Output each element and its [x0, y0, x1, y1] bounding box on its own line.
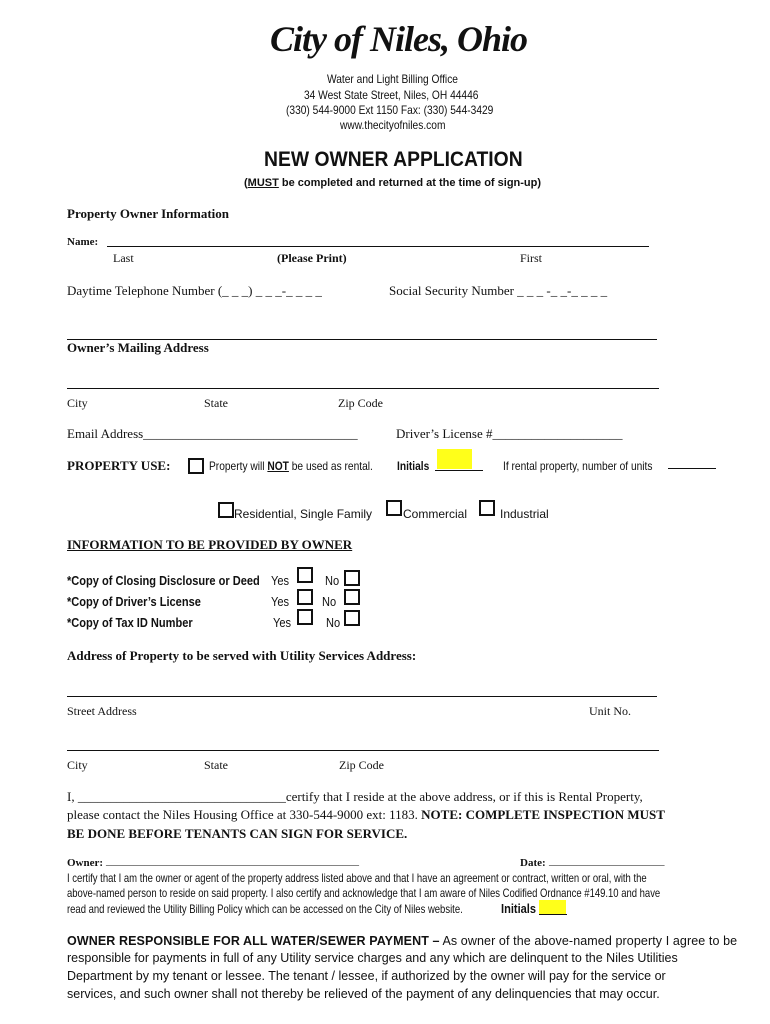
- service-unit-label: Unit No.: [589, 704, 631, 718]
- owner-signature-field[interactable]: ______________________________________________: [106, 855, 359, 867]
- residential-checkbox[interactable]: [218, 502, 234, 518]
- service-state-label: State: [204, 758, 228, 772]
- industrial-label: Industrial: [500, 507, 549, 521]
- doc-license-no-label: No: [322, 594, 337, 609]
- office-website[interactable]: www.thecityofniles.com: [340, 118, 446, 132]
- office-street: 34 West State Street, Niles, OH 44446: [304, 88, 479, 102]
- property-use-label: PROPERTY USE:: [67, 458, 171, 473]
- owner-info-heading: Property Owner Information: [67, 206, 229, 221]
- rental-initials-field[interactable]: [435, 470, 483, 471]
- name-label: Name:: [67, 236, 99, 248]
- rental-initials-label: Initials: [397, 459, 430, 473]
- mailing-zip-label: Zip Code: [338, 396, 383, 410]
- doc-taxid-no-label: No: [326, 615, 341, 630]
- doc-closing-no-checkbox[interactable]: [344, 570, 360, 586]
- service-zip-label: Zip Code: [339, 758, 384, 772]
- service-street-label: Street Address: [67, 704, 137, 718]
- commercial-checkbox[interactable]: [386, 500, 402, 516]
- certify-line-1[interactable]: I, ________________________________certify that I reside at the above address, or if this is Rental Property,: [67, 789, 643, 804]
- owner-docs-heading: INFORMATION TO BE PROVIDED BY OWNER: [67, 537, 353, 552]
- doc-closing-label: *Copy of Closing Disclosure or Deed: [67, 573, 260, 588]
- industrial-checkbox[interactable]: [479, 500, 495, 516]
- service-city-field[interactable]: [67, 750, 659, 751]
- signature-text-2: above-named person to reside on said property. I also certify and acknowledge that I am aware of Niles Codified Ordnance #149.10 and have: [67, 886, 661, 900]
- certify-line-2: please contact the Niles Housing Office at 330-544-9000 ext: 1183. NOTE: COMPLETE INSPECTION MUST: [67, 807, 665, 822]
- signature-initials-highlight: [539, 900, 566, 915]
- service-street-field[interactable]: [67, 696, 657, 697]
- doc-taxid-yes-label: Yes: [273, 615, 292, 630]
- name-field[interactable]: [107, 246, 649, 247]
- mailing-city-label: City: [67, 396, 88, 410]
- signature-text-3: read and reviewed the Utility Billing Policy which can be accessed on the City of Niles website.: [67, 902, 463, 916]
- email-field[interactable]: Email Address_________________________________: [67, 426, 358, 441]
- page-subtitle: (MUST be completed and returned at the time of sign-up): [244, 177, 542, 189]
- signature-initials-field[interactable]: [539, 914, 567, 915]
- signature-initials-label: Initials: [501, 901, 537, 916]
- responsibility-line-2: responsible for payments in full of any Utility service charges and any which are delinquent to the Niles Utilities: [67, 951, 678, 965]
- office-phone: (330) 544-9000 Ext 1150 Fax: (330) 544-3429: [286, 103, 494, 117]
- rental-statement: Property will NOT be used as rental.: [209, 459, 373, 473]
- rental-units-label: If rental property, number of units: [503, 459, 653, 473]
- doc-taxid-label: *Copy of Tax ID Number: [67, 615, 193, 630]
- doc-license-no-checkbox[interactable]: [344, 589, 360, 605]
- responsibility-line-4: services, and such owner shall not thereby be relieved of the payment of any delinquencies that may occur.: [67, 987, 660, 1001]
- first-label: First: [520, 251, 543, 265]
- date-field[interactable]: _____________________: [549, 855, 665, 867]
- doc-taxid-yes-checkbox[interactable]: [297, 609, 313, 625]
- doc-closing-yes-checkbox[interactable]: [297, 567, 313, 583]
- owner-signature-label: Owner:: [67, 857, 104, 869]
- phone-field[interactable]: Daytime Telephone Number (_ _ _) _ _ _-_ _ _ _: [67, 283, 322, 298]
- commercial-label: Commercial: [403, 507, 468, 521]
- please-print-label: (Please Print): [277, 251, 347, 265]
- certify-line-3: BE DONE BEFORE TENANTS CAN SIGN FOR SERVICE.: [67, 826, 408, 841]
- rental-units-field[interactable]: [668, 468, 716, 469]
- service-address-heading: Address of Property to be served with Utility Services Address:: [67, 648, 417, 663]
- doc-taxid-no-checkbox[interactable]: [344, 610, 360, 626]
- office-name: Water and Light Billing Office: [327, 72, 458, 86]
- doc-closing-no-label: No: [325, 573, 340, 588]
- doc-license-yes-checkbox[interactable]: [297, 589, 313, 605]
- ssn-field[interactable]: Social Security Number _ _ _ -_ _-_ _ _ _: [389, 283, 608, 298]
- doc-license-yes-label: Yes: [271, 594, 290, 609]
- drivers-license-field[interactable]: Driver’s License #____________________: [396, 426, 623, 441]
- residential-label: Residential, Single Family: [234, 507, 373, 521]
- doc-closing-yes-label: Yes: [271, 573, 290, 588]
- date-label: Date:: [520, 857, 546, 869]
- mailing-address-label: Owner’s Mailing Address: [67, 340, 209, 355]
- mailing-state-label: State: [204, 396, 228, 410]
- last-label: Last: [113, 251, 134, 265]
- signature-text-1: I certify that I am the owner or agent of the property address listed above and that I have an agreement or contract, written or oral, with the: [67, 871, 647, 885]
- responsibility-line-1: OWNER RESPONSIBLE FOR ALL WATER/SEWER PAYMENT – As owner of the above-named property I agree to be: [67, 934, 738, 948]
- mailing-city-field[interactable]: [67, 388, 659, 389]
- page-title: NEW OWNER APPLICATION: [264, 148, 523, 171]
- city-logo: City of Niles, Ohio: [270, 19, 527, 59]
- rental-initials-highlight: [437, 449, 472, 469]
- rental-checkbox[interactable]: [188, 458, 204, 474]
- doc-license-label: *Copy of Driver’s License: [67, 594, 201, 609]
- service-city-label: City: [67, 758, 88, 772]
- responsibility-line-3: Department by my tenant or lessee. The tenant / lessee, if authorized by the owner will pay for the service or: [67, 969, 666, 983]
